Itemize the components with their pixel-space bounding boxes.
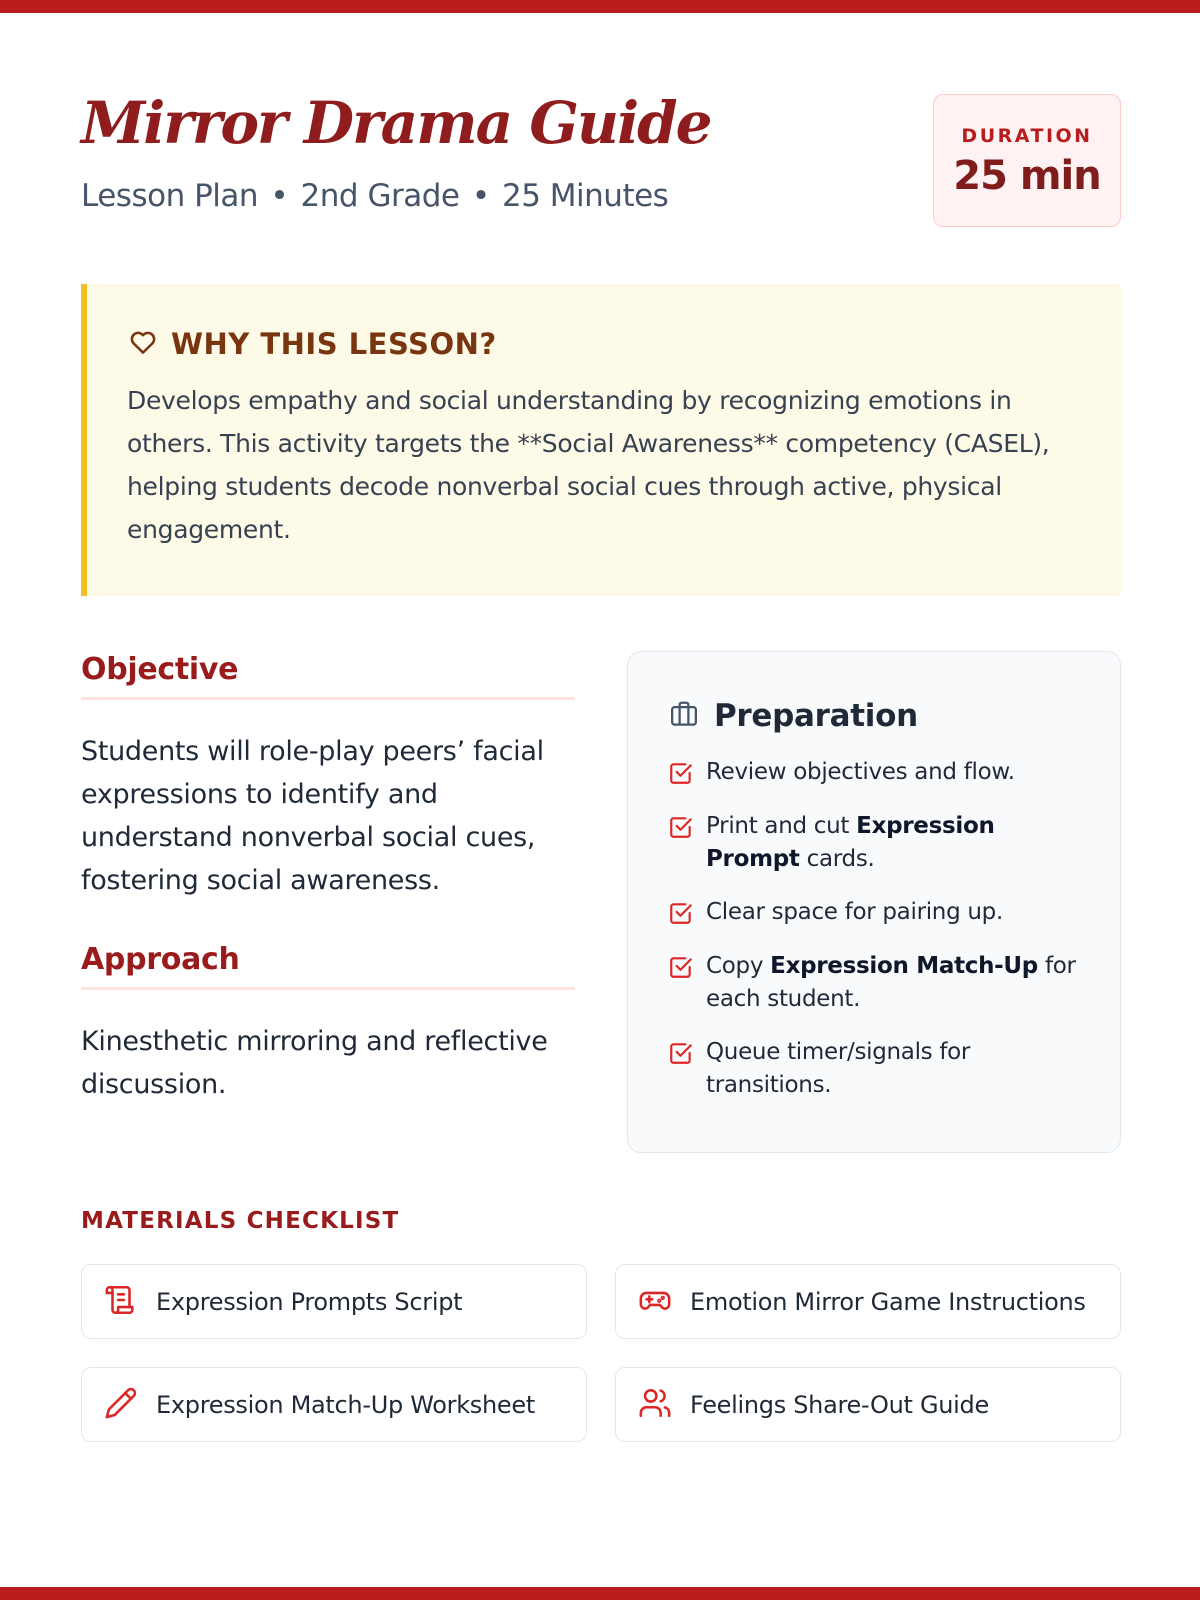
duration-label: DURATION xyxy=(961,125,1093,147)
material-label: Emotion Mirror Game Instructions xyxy=(690,1287,1086,1316)
preparation-item xyxy=(668,896,1090,930)
heart-icon xyxy=(127,327,159,361)
material-card[interactable] xyxy=(615,1367,1121,1442)
objective-text: Students will role-play peers’ facial expressions to identify and understand nonverbal social cues, fostering social awareness. xyxy=(81,736,544,896)
preparation-item-text: Clear space for pairing up. xyxy=(706,899,1003,925)
preparation-item xyxy=(668,950,1090,1016)
material-label: Feelings Share-Out Guide xyxy=(690,1390,989,1419)
approach-text: Kinesthetic mirroring and reflective discussion. xyxy=(81,1026,548,1100)
materials-grid xyxy=(81,1264,1121,1442)
material-card[interactable] xyxy=(615,1264,1121,1339)
material-label: Expression Match-Up Worksheet xyxy=(156,1390,535,1419)
subtitle-length: 25 Minutes xyxy=(501,178,669,214)
materials-title: MATERIALS CHECKLIST xyxy=(81,1208,400,1234)
checkbox-checked-icon xyxy=(668,900,694,930)
scroll-icon xyxy=(104,1283,138,1321)
checkbox-checked-icon xyxy=(668,1040,694,1070)
why-text: Develops empathy and social understanding by recognizing emotions in others. This activity targets the **Social Awareness** competency (CASEL), helping students decode nonverbal social cues through active, physical engagement. xyxy=(127,386,1050,544)
briefcase-icon xyxy=(668,699,700,733)
preparation-item xyxy=(668,756,1090,790)
page-subtitle xyxy=(81,178,668,214)
subtitle-separator: • xyxy=(270,178,289,214)
objective-heading: Objective xyxy=(81,652,575,700)
checkbox-checked-icon xyxy=(668,814,694,844)
checkbox-checked-icon xyxy=(668,954,694,984)
material-card[interactable] xyxy=(81,1264,587,1339)
materials-checklist xyxy=(81,1208,1121,1442)
duration-value: 25 min xyxy=(953,153,1101,199)
top-accent-bar xyxy=(0,0,1200,13)
preparation-item xyxy=(668,810,1090,876)
approach-heading: Approach xyxy=(81,942,575,990)
why-this-lesson-callout xyxy=(81,284,1121,596)
material-label: Expression Prompts Script xyxy=(156,1287,463,1316)
duration-badge xyxy=(933,94,1121,227)
subtitle-grade: 2nd Grade xyxy=(300,178,460,214)
why-title: WHY THIS LESSON? xyxy=(171,327,497,361)
gamepad-icon xyxy=(638,1283,672,1321)
subtitle-separator: • xyxy=(471,178,490,214)
checkbox-checked-icon xyxy=(668,760,694,790)
preparation-item-text: Print and cut Expression Prompt cards. xyxy=(706,813,995,872)
material-card[interactable] xyxy=(81,1367,587,1442)
preparation-title: Preparation xyxy=(714,698,918,734)
preparation-item xyxy=(668,1036,1090,1102)
pencil-icon xyxy=(104,1386,138,1424)
bottom-accent-bar xyxy=(0,1587,1200,1600)
preparation-card xyxy=(627,651,1121,1153)
preparation-list xyxy=(668,756,1090,1102)
users-icon xyxy=(638,1386,672,1424)
preparation-item-text: Queue timer/signals for transitions. xyxy=(706,1039,971,1098)
preparation-item-text: Copy Expression Match-Up for each student. xyxy=(706,953,1076,1012)
page-header xyxy=(81,89,1121,232)
page-title: Mirror Drama Guide xyxy=(81,89,711,157)
preparation-item-text: Review objectives and flow. xyxy=(706,759,1015,785)
objective-approach-column xyxy=(81,652,575,1106)
subtitle-type: Lesson Plan xyxy=(81,178,259,214)
